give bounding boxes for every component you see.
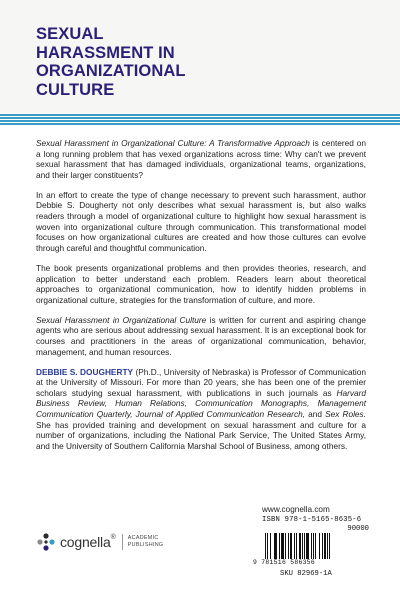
- barcode-bar: [279, 533, 280, 559]
- barcode-bar: [299, 533, 301, 559]
- barcode-bar: [302, 533, 303, 559]
- barcode-bar: [270, 533, 271, 559]
- ean-digits: 9 781516 586356: [253, 559, 316, 566]
- journal-list: Sex Roles.: [325, 409, 366, 420]
- logo-divider: [122, 534, 123, 550]
- publisher-logo: cognella ® ACADEMIC PUBLISHING: [36, 532, 163, 552]
- barcode-bar: [285, 533, 286, 559]
- journal-list: Harvard Business Review, Human Relations, Communication Monographs, Management Communication Quarterly, Journal of Applied Communication Research,: [36, 387, 366, 420]
- sku-label: SKU 82969-1A: [280, 570, 332, 578]
- book-title-line: ORGANIZATIONAL: [36, 62, 186, 80]
- price-code: 90000: [347, 525, 369, 533]
- barcode-bar: [311, 533, 312, 559]
- decorative-stripes: [0, 114, 400, 126]
- barcode-bar: [290, 533, 292, 559]
- barcode-bar: [322, 533, 323, 559]
- barcode-bar: [327, 533, 328, 559]
- publisher-url[interactable]: www.cognella.com: [262, 505, 330, 514]
- book-title-italic: Sexual Harassment in Organizational Culture: A Transformative Approach: [36, 138, 310, 148]
- book-title-line: SEXUAL: [36, 25, 104, 43]
- barcode-bar: [294, 533, 295, 559]
- barcode-bar: [306, 533, 309, 559]
- barcode-bar: [296, 533, 297, 559]
- description-paragraph: Sexual Harassment in Organizational Culture is written for current and aspiring change agents who are serious about addressing sexual harassment. It is an exceptional book for courses and practitioners in the areas of organizational communication, behavior, management, and human resources.: [36, 314, 366, 357]
- barcode-bar: [313, 533, 315, 559]
- barcode-bar: [265, 533, 266, 559]
- description-paragraph: Sexual Harassment in Organizational Culture: A Transformative Approach is centered on a long running problem that has vexed organizations across time: Why can't we prevent sexual harassment that has damaged individuals, organizational teams, organizations, and their larger constituents?: [36, 138, 366, 180]
- isbn-label: ISBN 978-1-5165-8635-6: [262, 516, 362, 524]
- book-title: [36, 25, 336, 99]
- barcode-bar: [281, 533, 284, 559]
- barcode-bar: [315, 533, 316, 559]
- barcode-bar: [324, 533, 326, 559]
- back-cover-description: [36, 138, 366, 461]
- barcode-bar: [288, 533, 289, 559]
- barcode-bar: [319, 533, 320, 559]
- publisher-name: cognella: [60, 534, 111, 550]
- book-title-line: HARASSMENT IN: [36, 43, 175, 62]
- book-title-line: CULTURE: [36, 80, 115, 99]
- barcode-bar: [329, 533, 330, 559]
- barcode-bar: [275, 533, 277, 559]
- author-bio: DEBBIE S. DOUGHERTY (Ph.D., University of Nebraska) is Professor of Communication at the University of Missouri. For more than 20 years, she has been one of the premier scholars studying sexual harassment, with publications in such journals as Harvard Business Review, Human Relations, Communication Monographs, Management Communication Quarterly, Journal of Applied Communication Research, and Sex Roles. She has provided training and development on sexual harassment and culture for a number of organizations, including the National Park Service, The United States Army, and the University of Southern California Marshal School of Business, among others.: [36, 366, 366, 451]
- barcode-bar: [304, 533, 305, 559]
- barcode-bar: [267, 533, 268, 559]
- barcode-bar: [274, 533, 275, 559]
- cognella-logo-icon: [36, 532, 56, 552]
- publisher-subtitle: ACADEMIC PUBLISHING: [127, 535, 164, 548]
- cover-header: [0, 0, 400, 114]
- barcode-block: [253, 514, 369, 585]
- description-paragraph: In an effort to create the type of change necessary to prevent such harassment, author Debbie S. Dougherty not only describes what sexual harassment is, but also walks readers through a model of organizational culture to highlight how sexual harassment is woven into organizational culture through communication. This transformational model focuses on how organizational cultures are created and how those cultures can evolve through careful and thoughtful communication.: [36, 189, 366, 253]
- description-paragraph: The book presents organizational problems and then provides theories, research, and application to better understand each problem. Readers learn about theoretical approaches to organizational communication, how to identify hidden problems in organizational culture, strategies for the transformation of culture, and more.: [36, 262, 366, 305]
- book-title-italic: Sexual Harassment in Organizational Culture: [36, 314, 207, 325]
- author-name: DEBBIE S. DOUGHERTY: [36, 366, 134, 377]
